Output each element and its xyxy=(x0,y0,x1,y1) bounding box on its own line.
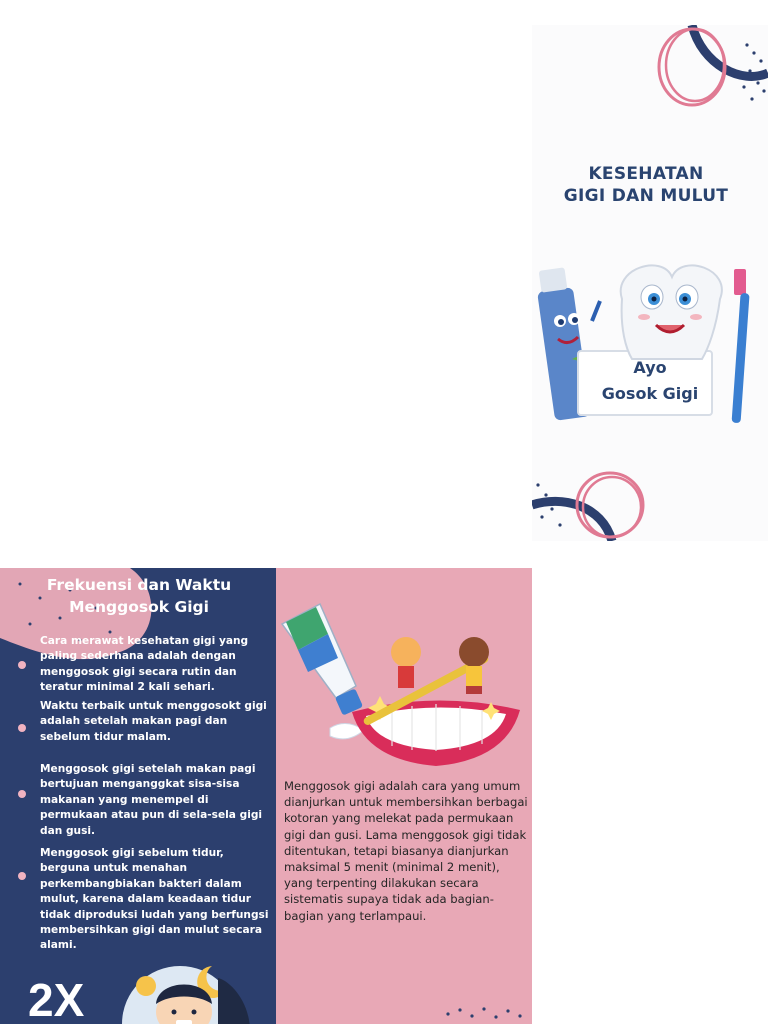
sleeping-child-illustration xyxy=(118,958,268,1024)
cover-title-line1: KESEHATAN xyxy=(588,164,704,184)
cover-title-line2: GIGI DAN MULUT xyxy=(563,186,729,206)
dot-pattern-bottom-right xyxy=(442,1004,532,1024)
cover-title xyxy=(532,163,760,207)
bullet-dot xyxy=(18,724,26,732)
cover-panel xyxy=(532,25,768,541)
bottom-decoration xyxy=(532,465,768,541)
toothpaste-tube-icon xyxy=(282,604,364,739)
toothbrush-mascot xyxy=(732,269,750,423)
frequency-paragraph-3: Menggosok gigi setelah makan pagi bertujuan menganggkat sisa-sisa makanan yang menempel di permukaan atau pun di sela-sela gigi dan gusi. xyxy=(40,763,263,837)
bullet-dot xyxy=(18,790,26,798)
sign-line2: Gosok Gigi xyxy=(601,384,699,403)
frequency-panel xyxy=(0,568,276,1024)
frequency-paragraph-4: Menggosok gigi sebelum tidur, berguna untuk menahan perkembangbiakan bakteri dalam mulut, karena dalam keadaan tidur tidak diproduksi ludah yang berfungsi membersihkan gigi dan mulut secara alami. xyxy=(40,847,269,952)
sign-text xyxy=(580,355,720,407)
frequency-title-line1: Frekuensi dan Waktu xyxy=(46,576,232,594)
top-decoration xyxy=(532,25,768,115)
bullet-dot xyxy=(18,872,26,880)
frequency-title xyxy=(14,574,264,618)
bullet-dot xyxy=(18,661,26,669)
sign-line1: Ayo xyxy=(633,358,667,377)
brushing-illustration xyxy=(276,568,532,768)
brushing-paragraph: Menggosok gigi adalah cara yang umum dianjurkan untuk membersihkan berbagai kotoran yang melekat pada permukaan gigi dan gusi. Lama menggosok gigi tidak ditentukan, tetapi biasanya dianjurkan maksimal 5 menit (minimal 2 menit), yang terpenting dilakukan secara sistematis supaya tidak ada bagian-bagian yang terlampaui. xyxy=(284,779,528,923)
frequency-title-line2: Menggosok Gigi xyxy=(69,598,209,616)
frequency-paragraph-1: Cara merawat kesehatan gigi yang paling sederhana adalah dengan menggosok gigi secara rutin dan teratur minimal 2 kali sehari. xyxy=(40,635,249,694)
twice-daily-label: 2X xyxy=(28,974,85,1024)
tooth-mascot xyxy=(621,265,722,359)
brushing-panel xyxy=(276,568,532,1024)
smiling-mouth-icon xyxy=(352,696,520,766)
frequency-paragraph-2: Waktu terbaik untuk menggosokt gigi adalah setelah makan pagi dan sebelum tidur malam. xyxy=(40,700,267,743)
